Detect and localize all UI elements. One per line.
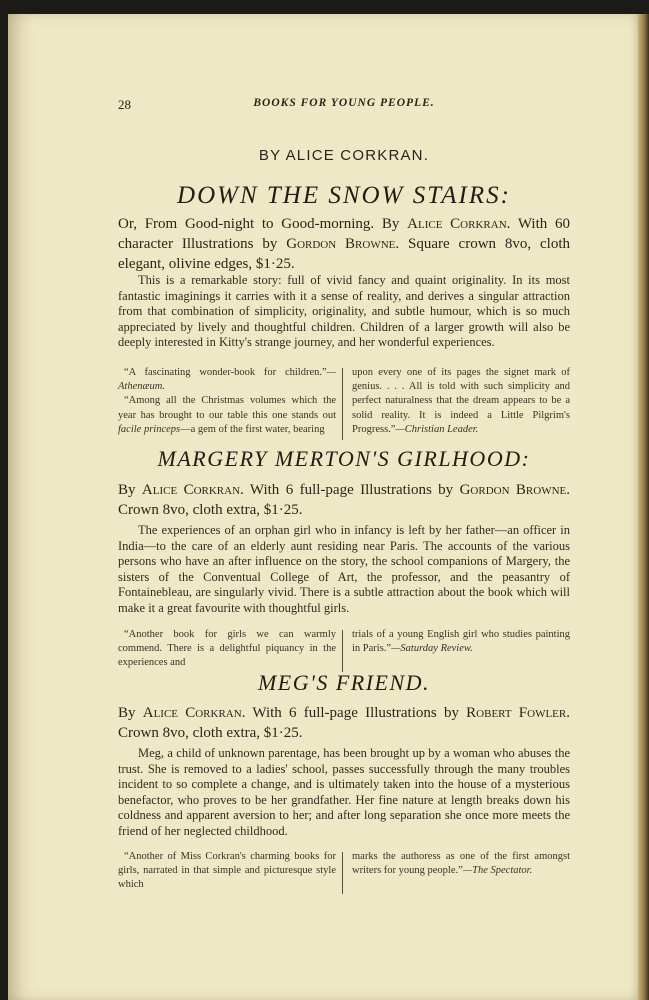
press-quotes-down-the-snow-stairs xyxy=(118,366,570,442)
quote-column-right: upon every one of its pages the signet mark of genius. . . . All is told with such simplicity and perfect naturalness that the dream appears to be a solid reality. It is indeed a Little Pilgrim's Progress.”—Christian Leader. xyxy=(352,367,570,435)
book-title-margery-mertons-girlhood: MARGERY MERTON'S GIRLHOOD: xyxy=(157,446,531,471)
book-page xyxy=(8,14,638,1000)
book-title-down-the-snow-stairs: DOWN THE SNOW STAIRS: xyxy=(177,182,511,209)
book-title-megs-friend: MEG'S FRIEND. xyxy=(257,670,431,695)
column-divider xyxy=(342,630,343,672)
press-quotes-megs-friend xyxy=(118,850,570,896)
quote-column-right: trials of a young English girl who studies painting in Paris.”—Saturday Review. xyxy=(352,629,570,655)
quote-column-right: marks the authoress as one of the first amongst writers for young people.”—The Spectator. xyxy=(352,851,570,877)
quote-column-left: “A fascinating wonder-book for children.”—Athenæum. “Among all the Christmas volumes which the year has brought to our table this one stands out facile princeps—a gem of the first water, bearing xyxy=(118,367,336,435)
column-divider xyxy=(342,368,343,440)
book-description-megs-friend: Meg, a child of unknown parentage, has been brought up by a woman who abuses the trust. She is removed to a ladies' school, passes successfully through the many troubles incident to so complete a change, and is ultimately taken into the house of a mysterious benefactor, who proves to be her grandfather. Her fine nature at length breaks down his coldness and apparent aversion to her; and after long separation she once more meets the friend of her neglected childhood. xyxy=(118,746,570,838)
book-info-megs-friend: By Alice Corkran. With 6 full-page Illustrations by Robert Fowler. Crown 8vo, cloth extra, $1·25. xyxy=(118,705,570,741)
page-number: 28 xyxy=(118,97,131,112)
book-spine-edge xyxy=(638,14,649,1000)
press-quotes-margery-mertons-girlhood xyxy=(118,628,570,674)
quote-column-left: “Another book for girls we can warmly commend. There is a delightful piquancy in the experiences and xyxy=(118,629,336,669)
author-heading: BY ALICE CORKRAN. xyxy=(258,147,430,164)
book-description-margery-mertons-girlhood: The experiences of an orphan girl who in infancy is left by her father—an officer in India—to the care of an elderly aunt residing near Paris. The accounts of the various persons who have an after influence on the story, the school companions of Margery, the sisters of the Conventual College of Art, the professor, and the peasantry of Fontainebleau, are singularly vivid. There is a subtle attraction about the book which will make it a great favourite with thoughtful girls. xyxy=(118,523,570,615)
book-info-margery-mertons-girlhood: By Alice Corkran. With 6 full-page Illustrations by Gordon Browne. Crown 8vo, cloth extra, $1·25. xyxy=(118,482,570,518)
book-description-down-the-snow-stairs: This is a remarkable story: full of vivid fancy and quaint originality. In its most fantastic imaginings it carries with it a sense of reality, and derives a singular attraction from that combination of simplicity, originality, and subtle humour, which is so much appreciated by lively and thoughtful children. Children of a larger growth will also be deeply interested in Kitty's strange journey, and her wonderful experiences. xyxy=(118,273,570,350)
quote-column-left: “Another of Miss Corkran's charming books for girls, narrated in that simple and picturesque style which xyxy=(118,851,336,891)
book-info-down-the-snow-stairs: Or, From Good-night to Good-morning. By Alice Corkran. With 60 character Illustrations by Gordon Browne. Square crown 8vo, cloth elegant, olivine edges, $1·25. xyxy=(118,216,571,272)
running-title: BOOKS FOR YOUNG PEOPLE. xyxy=(253,97,435,109)
column-divider xyxy=(342,852,343,894)
